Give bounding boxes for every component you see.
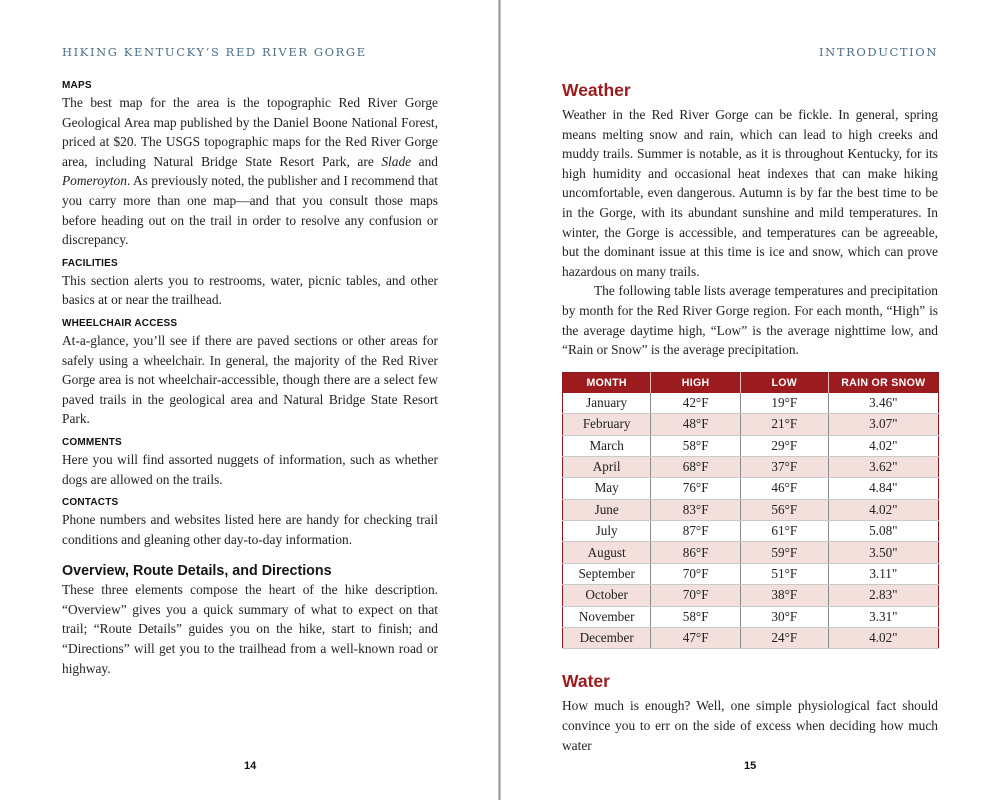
table-row [563,585,939,606]
weather-table-header-row [563,372,939,393]
water-paragraph: How much is enough? Well, one simple physiological fact should convince you to err on the side of excess when deciding how much water [562,698,938,753]
high-cell: 68°F [651,456,741,477]
low-cell: 59°F [740,542,828,563]
page-number-right: 15 [744,760,757,772]
month-cell: April [563,456,651,477]
month-cell: June [563,499,651,520]
rain-or-snow-cell: 4.02" [828,628,938,649]
contacts-text: Phone numbers and websites listed here are handy for checking trail conditions and gleaning other day-to-day information. [62,512,438,547]
low-cell: 21°F [740,414,828,435]
low-cell: 51°F [740,563,828,584]
weather-table-intro: The following table lists average temperatures and precipitation by month for the Red River Gorge region. For each month, “High” is the average daytime high, “Low” is the average nighttime low, and “Rain or Snow” is the average precipitation. [562,283,938,358]
high-cell: 58°F [651,606,741,627]
rain-or-snow-cell: 3.11" [828,563,938,584]
high-cell: 42°F [651,393,741,414]
table-row [563,414,939,435]
wheelchair-access-text: At-a-glance, you’ll see if there are paved sections or other areas for safely using a wheelchair. In general, the majority of the Red River Gorge area is not wheelchair-accessible, though there are a select few paved trails in the geological area and Natural Bridge State Resort Park. [62,332,438,427]
low-cell: 37°F [740,456,828,477]
month-cell: November [563,606,651,627]
wheelchair-access-label: WHEELCHAIR ACCESS [62,317,178,329]
rain-or-snow-cell: 4.84" [828,478,938,499]
header-high: HIGH [651,372,741,393]
table-row [563,606,939,627]
water-heading: Water [562,671,610,692]
rain-or-snow-cell: 3.31" [828,606,938,627]
low-cell: 30°F [740,606,828,627]
month-cell: May [563,478,651,499]
low-cell: 24°F [740,628,828,649]
high-cell: 48°F [651,414,741,435]
running-head-right: INTRODUCTION [819,45,938,59]
month-cell: October [563,585,651,606]
header-rain-or-snow: RAIN OR SNOW [828,372,938,393]
running-head-left: HIKING KENTUCKY’S RED RIVER GORGE [62,45,367,59]
high-cell: 83°F [651,499,741,520]
right-page-content [562,80,938,763]
low-cell: 46°F [740,478,828,499]
facilities-label: FACILITIES [62,257,118,269]
rain-or-snow-cell: 5.08" [828,521,938,542]
rain-or-snow-cell: 3.62" [828,456,938,477]
high-cell: 87°F [651,521,741,542]
left-page-content [62,80,438,686]
comments-label: COMMENTS [62,436,122,448]
table-row [563,542,939,563]
maps-text: The best map for the area is the topographic Red River Gorge Geological Area map published by the Daniel Boone National Forest, priced at $20. The USGS topographic maps for the Red River Gorge area, including Natural Bridge State Resort Park, are Slade and Pomeroyton. As previously noted, the publisher and I recommend that you carry more than one map—and that you consult those maps before heading out on the trail in order to resolve any confusion or discrepancy. [62,95,438,248]
month-cell: August [563,542,651,563]
weather-table [562,372,939,650]
maps-label: MAPS [62,80,92,91]
low-cell: 61°F [740,521,828,542]
rain-or-snow-cell: 2.83" [828,585,938,606]
high-cell: 70°F [651,563,741,584]
table-row [563,628,939,649]
high-cell: 58°F [651,435,741,456]
low-cell: 56°F [740,499,828,520]
table-row [563,456,939,477]
high-cell: 70°F [651,585,741,606]
rain-or-snow-cell: 3.07" [828,414,938,435]
rain-or-snow-cell: 4.02" [828,435,938,456]
month-cell: September [563,563,651,584]
comments-text: Here you will find assorted nuggets of information, such as whether dogs are allowed on the trails. [62,451,438,487]
high-cell: 47°F [651,628,741,649]
weather-heading: Weather [562,80,631,100]
right-page [500,0,1000,800]
table-row [563,435,939,456]
high-cell: 76°F [651,478,741,499]
header-month: MONTH [563,372,651,393]
table-row [563,563,939,584]
rain-or-snow-cell: 3.50" [828,542,938,563]
table-row [563,499,939,520]
facilities-text: This section alerts you to restrooms, water, picnic tables, and other basics at or near the trailhead. [62,272,438,308]
month-cell: January [563,393,651,414]
high-cell: 86°F [651,542,741,563]
weather-table-body [563,393,939,649]
table-row [563,393,939,414]
month-cell: July [563,521,651,542]
low-cell: 19°F [740,393,828,414]
low-cell: 29°F [740,435,828,456]
rain-or-snow-cell: 3.46" [828,393,938,414]
month-cell: December [563,628,651,649]
table-row [563,521,939,542]
contacts-label: CONTACTS [62,497,119,509]
weather-paragraph: Weather in the Red River Gorge can be fickle. In general, spring means melting snow and rain, which can lead to high creeks and muddy trails. Summer is notable, as it is throughout Kentucky, for its high humidity and occasional heat indexes that can make hiking uncomfortable, even dangerous. Autumn is by far the best time to be in the Gorge, with its abundant sunshine and mild temperatures. In winter, the Gorge is accessible, and temperatures can be agreeable, but the dominant issue at this time is ice and snow, which can prove hazardous on many trails. [562,107,938,279]
table-row [563,478,939,499]
rain-or-snow-cell: 4.02" [828,499,938,520]
low-cell: 38°F [740,585,828,606]
page-number-left: 14 [244,760,257,772]
header-low: LOW [740,372,828,393]
month-cell: February [563,414,651,435]
left-page [0,0,499,800]
month-cell: March [563,435,651,456]
overview-heading: Overview, Route Details, and Directions [62,563,332,580]
overview-text: These three elements compose the heart of the hike description. “Overview” gives you a quick summary of what to expect on that trail; “Route Details” guides you on the hike, start to finish; and “Directions” will get you to the trailhead from a well-known road or highway. [62,582,438,676]
